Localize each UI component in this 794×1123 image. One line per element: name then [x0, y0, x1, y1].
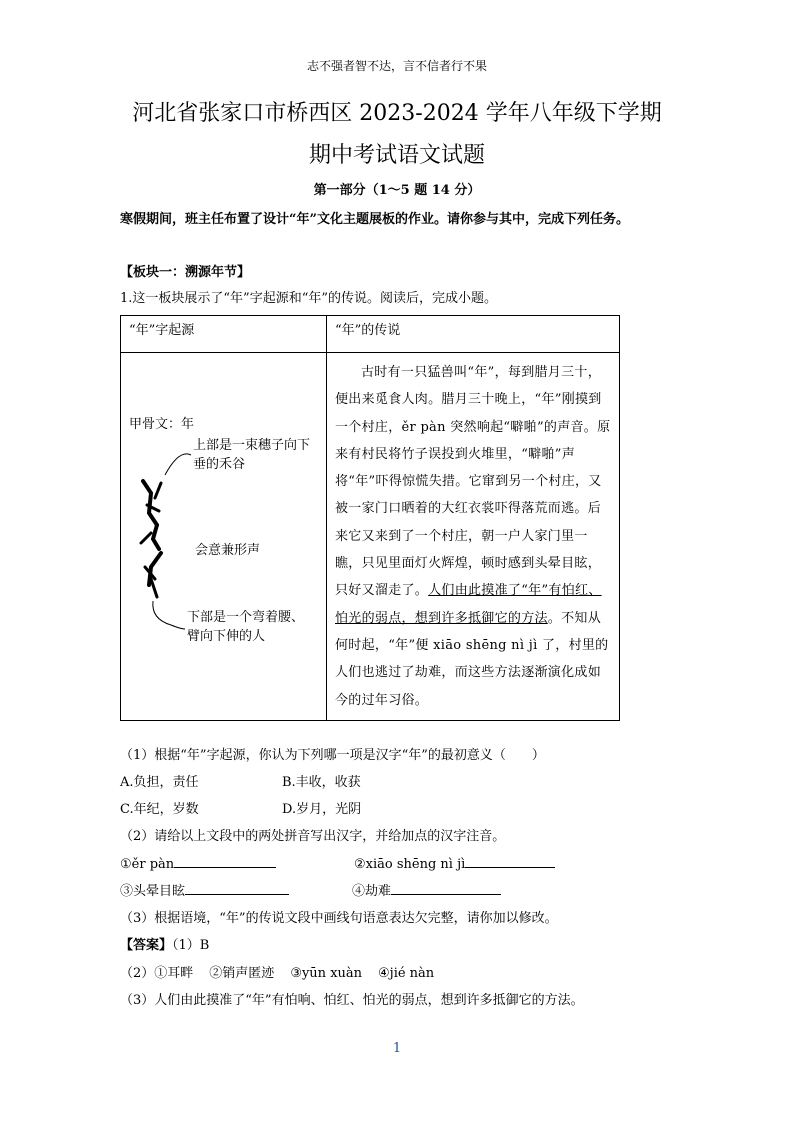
sub-question-1: （1）根据“年”字起源，你认为下列哪一项是汉字“年”的最初意义（ ）: [120, 748, 545, 763]
annotation-top: 上部是一束穗子向下垂的禾谷: [193, 438, 311, 472]
legend-text-cell: [327, 353, 620, 721]
answer-line-3: （3）人们由此摸准了“年”有怕响、怕红、怕光的弱点，想到许多抵御它的方法。: [120, 993, 584, 1008]
table-header-legend: “年”的传说: [327, 316, 620, 353]
task-intro: 寒假期间，班主任布置了设计“年”文化主题展板的作业。请你参与其中，完成下列任务。: [120, 212, 629, 227]
legend-text-part-2: 。不知从何时起，“年”便 xiāo shēng nì jì 了，村里的人们也逃过了劫难，而这些方法逐渐演化成如今的过年习俗。: [335, 610, 609, 708]
answer-blank[interactable]: [174, 853, 276, 868]
fill-item-3: ③头晕目眩: [120, 878, 289, 905]
oracle-label: 甲骨文：年: [129, 417, 195, 432]
oracle-bone-glyph-icon: [121, 353, 318, 717]
option-d: D.岁月，光阴: [282, 802, 362, 817]
answer-blank[interactable]: [391, 880, 501, 895]
block-heading: 【板块一：溯源年节】: [120, 265, 251, 280]
annotation-middle: 会意兼形声: [195, 543, 261, 558]
header-motto: 志不强者智不达，言不信者行不果: [306, 59, 487, 73]
sub-question-3: （3）根据语境，“年”的传说文段中画线句语意表达欠完整，请你加以修改。: [120, 911, 558, 926]
origin-legend-table: [120, 315, 620, 721]
sub-question-2: （2）请给以上文段中的两处拼音写出汉字，并给加点的汉字注音。: [120, 829, 506, 844]
answer-blank[interactable]: [185, 880, 289, 895]
fill-item-1: ①ěr pàn: [120, 851, 276, 878]
answer-1: （1）B: [172, 938, 210, 953]
legend-text-part-1: 古时有一只猛兽叫“年”，每到腊月三十，便出来觅食人肉。腊月三十晚上，“年”刚摸到一个村庄，ěr pàn 突然响起“噼啪”的声音。原来有村民将竹子误投到火堆里，“噼啪”声将“年”吓得惊慌失措。它窜到另一个村庄，又被一家门口晒着的大红衣裳吓得落荒而逃。后来它又来到了一个村庄，朝一户人家门里一瞧，只见里面灯火辉煌，顿时感到头晕目眩，只好又溜走了。: [335, 365, 611, 599]
title-line-1: 河北省张家口市桥西区 2023-2024 学年八年级下学期: [132, 101, 662, 126]
option-b: B.丰收，收获: [282, 775, 361, 790]
fill-item-2: ②xiāo shēng nì jì: [354, 851, 555, 878]
page-number: 1: [392, 1041, 402, 1056]
annotation-bottom: 下部是一个弯着腰、臂向下伸的人: [187, 610, 305, 644]
question-1-stem: 1.这一板块展示了“年”字起源和“年”的传说。阅读后，完成小题。: [120, 291, 497, 306]
answer-blank[interactable]: [465, 853, 555, 868]
legend-underlined-sentence: 人们由此摸准了“年”有怕红、怕光的弱点，想到许多抵御它的方法: [335, 583, 602, 626]
answer-line-2: （2）①耳畔 ②销声匿迹 ③yūn xuàn ④jié nàn: [120, 966, 435, 981]
fill-item-4: ④劫难: [352, 878, 501, 905]
title-line-2: 期中考试语文试题: [308, 143, 485, 168]
answer-line-1: [120, 932, 209, 959]
option-a: A.负担，责任: [120, 775, 199, 790]
origin-cell: [121, 353, 327, 721]
table-header-origin: “年”字起源: [121, 316, 327, 353]
option-c: C.年纪，岁数: [120, 802, 199, 817]
answer-label: 【答案】: [120, 938, 173, 953]
part-heading: 第一部分（1～5 题 14 分）: [313, 183, 481, 198]
